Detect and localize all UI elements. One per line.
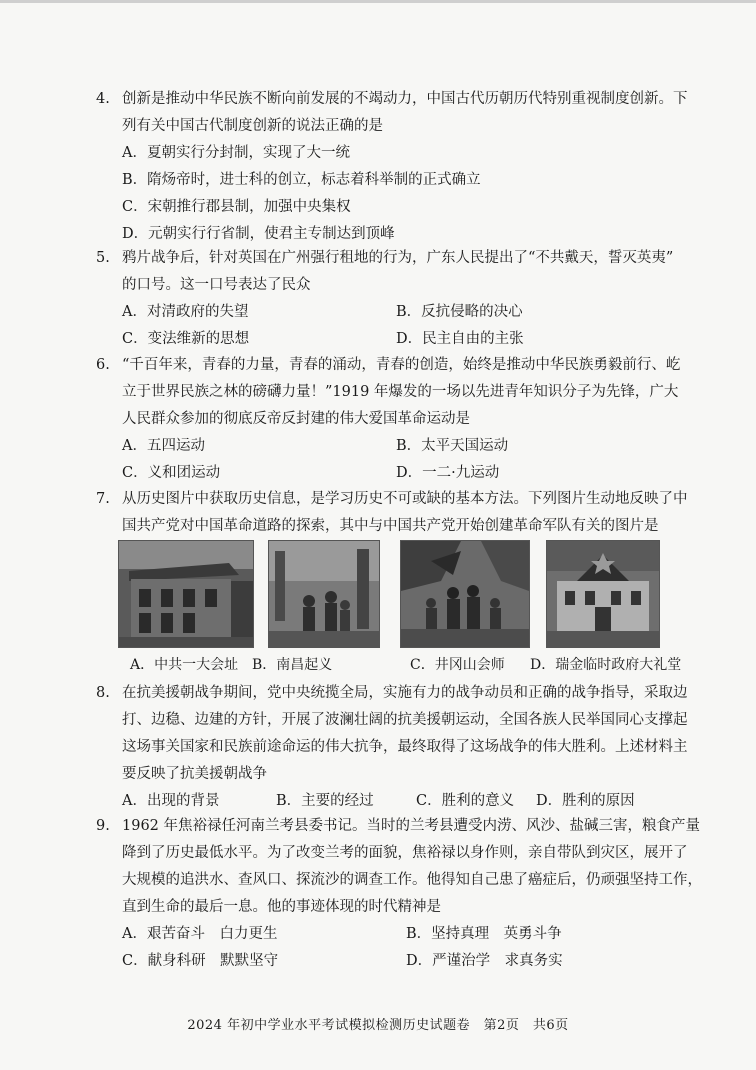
option-b: B．太平天国运动: [396, 438, 509, 454]
question-text: 从历史图片中获取历史信息，是学习历史不可或缺的基本方法。下列图片生动地反映了中: [122, 491, 688, 507]
question-text: 打、边稳、边建的方针，开展了波澜壮阔的抗美援朝运动，全国各族人民举国同心支撑起: [122, 712, 688, 728]
option-a: A．艰苦奋斗 白力更生: [122, 926, 278, 942]
question-8: [96, 680, 688, 815]
option-a: A．五四运动: [122, 438, 205, 454]
photo-captions: [130, 654, 710, 676]
option-d: D．胜利的原因: [536, 793, 635, 809]
option-b: B．反抗侵略的决心: [396, 304, 523, 320]
options-row: [96, 326, 688, 353]
question-number: 9.: [96, 818, 110, 834]
option-b: B．隋炀帝时，进士科的创立，标志着科举制的正式确立: [122, 172, 481, 188]
option-b: B．主要的经过: [276, 793, 374, 809]
options-row: [96, 948, 688, 975]
options-row: [96, 788, 688, 815]
question-text: 在抗美援朝战争期间，党中央统揽全局，实施有力的战争动员和正确的战争指导，采取边: [122, 685, 688, 701]
caption-b: B．南昌起义: [252, 657, 333, 673]
option-c: C．义和团运动: [122, 465, 221, 481]
option-d: D．民主自由的主张: [396, 331, 524, 347]
question-text: 立于世界民族之林的磅礴力量！”1919 年爆发的一场以先进青年知识分子为先锋，广大: [122, 384, 679, 400]
option-c: C．胜利的意义: [416, 793, 515, 809]
question-number: 4.: [96, 91, 110, 107]
question-text: 鸦片战争后，针对英国在广州强行租地的行为，广东人民提出了“不共戴天，誓灭英夷”: [122, 250, 674, 266]
question-number: 6.: [96, 357, 110, 373]
photo-meeting-site: [118, 540, 254, 648]
question-text: 国共产党对中国革命道路的探索，其中与中国共产党开始创建革命军队有关的图片是: [122, 518, 659, 534]
question-text: 的口号。这一口号表达了民众: [122, 277, 311, 293]
question-6: [96, 352, 688, 487]
question-text: 要反映了抗美援朝战争: [122, 766, 267, 782]
question-text: 这场事关国家和民族前途命运的伟大抗争，最终取得了这场战争的伟大胜利。上述材料主: [122, 739, 688, 755]
question-text: 1962 年焦裕禄任河南兰考县委书记。当时的兰考县遭受内涝、风沙、盐碱三害，粮食产量: [122, 818, 701, 834]
question-text: 列有关中国古代制度创新的说法正确的是: [122, 118, 383, 134]
question-text: 直到生命的最后一息。他的事迹体现的时代精神是: [122, 899, 441, 915]
question-9: [96, 813, 702, 975]
question-5: [96, 245, 688, 353]
question-7: [96, 486, 688, 540]
option-a: A．夏朝实行分封制，实现了大一统: [122, 145, 350, 161]
photo-ruijin-auditorium: [546, 540, 660, 648]
photo-jinggangshan: [400, 540, 530, 648]
question-number: 8.: [96, 685, 110, 701]
question-text: 创新是推动中华民族不断向前发展的不竭动力，中国古代历朝历代特别重视制度创新。下: [122, 91, 688, 107]
photo-uprising: [268, 540, 380, 648]
options-row: [96, 460, 688, 487]
option-c: C．变法维新的思想: [122, 331, 250, 347]
option-a: A．对清政府的失望: [122, 304, 249, 320]
page-footer: 2024 年初中学业水平考试模拟检测历史试题卷 第2页 共6页: [187, 1018, 569, 1033]
option-c: C．献身科研 默默坚守: [122, 953, 279, 969]
question-text: 降到了历史最低水平。为了改变兰考的面貌，焦裕禄以身作则，亲自带队到灾区，展开了: [122, 845, 688, 861]
photo-strip: [118, 540, 663, 648]
scan-edge: [0, 0, 756, 3]
options-row: [96, 299, 688, 326]
question-number: 7.: [96, 491, 110, 507]
option-c: C．宋朝推行郡县制，加强中央集权: [122, 199, 351, 215]
caption-d: D．瑞金临时政府大礼堂: [530, 657, 682, 673]
question-4: [96, 86, 688, 248]
options-row: [96, 433, 688, 460]
option-d: D．一二·九运动: [396, 465, 500, 481]
option-d: D．元朝实行行省制，使君主专制达到顶峰: [122, 226, 395, 242]
options-row: [96, 921, 688, 948]
question-number: 5.: [96, 250, 110, 266]
option-d: D．严谨治学 求真务实: [406, 953, 563, 969]
question-text: 人民群众参加的彻底反帝反封建的伟大爱国革命运动是: [122, 411, 470, 427]
question-text: 大规模的追洪水、查风口、探流沙的调查工作。他得知自己患了癌症后，仍顽强坚持工作，: [122, 872, 702, 888]
option-a: A．出现的背景: [122, 793, 220, 809]
option-b: B．坚持真理 英勇斗争: [406, 926, 562, 942]
caption-c: C．井冈山会师: [410, 657, 505, 673]
caption-a: A．中共一大会址: [130, 657, 239, 673]
question-text: “千百年来，青春的力量，青春的涌动，青春的创造，始终是推动中华民族勇毅前行、屹: [122, 357, 681, 373]
